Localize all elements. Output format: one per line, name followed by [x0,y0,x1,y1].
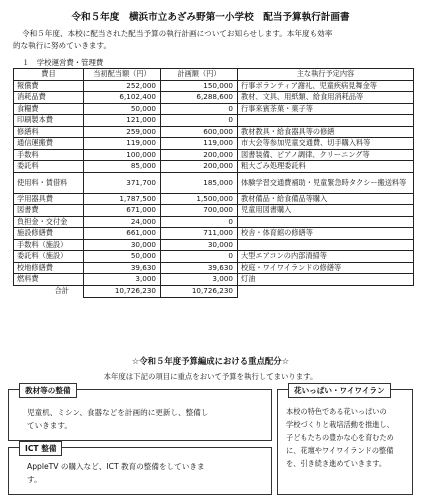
row-allocation: 24,000 [84,216,161,228]
row-allocation: 39,630 [84,262,161,274]
total-row [14,285,414,297]
row-note: 校庭・ワイワイランドの修繕等 [238,262,414,274]
row-item: 図書費 [14,205,84,217]
section-heading: １ 学校運営費・管理費 [22,58,104,67]
table-row [14,149,414,161]
materials-box [8,386,272,441]
row-plan: 600,000 [161,126,238,138]
flowers-box [277,386,413,495]
row-note [238,216,414,228]
row-note: 粗大ごみ処理委託料 [238,161,414,173]
row-note: 校舎・体育館の修繕等 [238,228,414,240]
row-allocation: 119,000 [84,138,161,150]
row-item: 通信運搬費 [14,138,84,150]
row-plan: 700,000 [161,205,238,217]
table-row [14,216,414,228]
table-row [14,172,414,193]
flowers-line-2: 学校づくりと栽培活動を推進し、 [286,420,394,429]
row-item: 校地修繕費 [14,262,84,274]
row-allocation: 121,000 [84,115,161,127]
table-row [14,126,414,138]
row-plan: 1,500,000 [161,193,238,205]
row-note: 行事来賓茶菓・菓子等 [238,103,414,115]
total-blank [238,285,414,297]
row-note [238,239,414,251]
ict-body [27,461,267,486]
row-plan: 200,000 [161,161,238,173]
row-allocation: 85,000 [84,161,161,173]
row-plan: 30,000 [161,239,238,251]
row-allocation: 252,000 [84,80,161,92]
row-note: 大型エアコンの内部清掃等 [238,251,414,263]
ict-heading: ICT 整備 [19,441,62,456]
ict-line-1: AppleTV の購入など、ICT 教育の整備をしていきま [27,462,205,471]
row-allocation: 3,000 [84,274,161,286]
row-item: 委託料 [14,161,84,173]
row-plan: 119,000 [161,138,238,150]
header-plan: 計画額（円） [161,69,238,81]
row-item: 施設修繕費 [14,228,84,240]
ict-line-2: す。 [27,474,42,484]
row-note: 体験学習交通費補助・児童緊急時タクシー搬送料等 [238,172,414,193]
table-row [14,80,414,92]
row-item: 消耗品費 [14,92,84,104]
table-row [14,262,414,274]
focus-subtitle: 本年度は下記の項目に重点をおいて予算を執行してまいります。 [103,372,318,381]
row-note: 児童用図書購入 [238,205,414,217]
row-note: 教材教具・給食器具等の修繕 [238,126,414,138]
row-plan: 0 [161,251,238,263]
row-item: 手数料 [14,149,84,161]
flowers-line-5: を、引き続き進めていきます。 [286,459,387,468]
row-plan: 711,000 [161,228,238,240]
ict-box [8,444,272,495]
row-item: 燃料費 [14,274,84,286]
flowers-body [286,405,410,470]
materials-line-2: ていきます。 [27,420,72,430]
intro-paragraph [13,28,413,52]
materials-line-1: 児童机、ミシン、食器などを計画的に更新し、整備し [27,408,209,417]
row-note: 図書装備、ピアノ調律、クリーニング等 [238,149,414,161]
flowers-line-3: 子どもたちの豊かな心を育むため [286,433,394,442]
row-allocation: 371,700 [84,172,161,193]
row-allocation: 671,000 [84,205,161,217]
header-allocation: 当初配当額（円） [84,69,161,81]
table-header-row [14,69,414,81]
budget-table [13,68,414,298]
header-note: 主な執行予定内容 [238,69,414,81]
row-item: 委託料（施設） [14,251,84,263]
table-row [14,103,414,115]
intro-line-2: 的な執行に努めていきます。 [13,41,112,50]
flowers-heading: 花いっぱい・ワイワイラン [288,383,391,398]
document-title: 令和５年度 横浜市立あざみ野第一小学校 配当予算執行計画書 [71,12,350,23]
row-plan: 0 [161,115,238,127]
row-item: 報償費 [14,80,84,92]
intro-line-1: 令和５年度、本校に配当された配当予算の執行計画についてお知らせします。本年度も効率 [22,29,333,38]
row-item: 印刷製本費 [14,115,84,127]
row-item: 手数料（施設） [14,239,84,251]
table-row [14,239,414,251]
row-allocation: 1,787,500 [84,193,161,205]
header-item: 費目 [14,69,84,81]
row-plan: 185,000 [161,172,238,193]
row-allocation: 661,000 [84,228,161,240]
total-plan: 10,726,230 [161,285,238,297]
row-allocation: 50,000 [84,103,161,115]
row-note: 市大会等参加児童交通費、切手購入料等 [238,138,414,150]
row-plan: 200,000 [161,149,238,161]
table-row [14,228,414,240]
table-row [14,205,414,217]
row-item: 負担金・交付金 [14,216,84,228]
row-plan: 39,630 [161,262,238,274]
row-allocation: 100,000 [84,149,161,161]
row-note: 灯油 [238,274,414,286]
table-row [14,138,414,150]
row-plan: 150,000 [161,80,238,92]
row-plan: 0 [161,103,238,115]
row-allocation: 30,000 [84,239,161,251]
materials-body [27,407,267,432]
row-plan: 0 [161,216,238,228]
table-row [14,274,414,286]
row-item: 学用器具費 [14,193,84,205]
row-item: 使用料・賃借料 [14,172,84,193]
total-label: 合計 [54,286,69,296]
row-allocation: 6,102,400 [84,92,161,104]
flowers-line-1: 本校の特色である花いっぱいの [286,407,387,416]
row-plan: 3,000 [161,274,238,286]
flowers-line-4: に、花壇やワイワイランドの整備 [286,446,394,455]
table-row [14,193,414,205]
row-note [238,115,414,127]
table-row [14,115,414,127]
row-note: 教材、文具、用紙類、給食用消耗品等 [238,92,414,104]
row-item: 食糧費 [14,103,84,115]
row-allocation: 259,000 [84,126,161,138]
table-row [14,251,414,263]
focus-title: ☆令和５年度予算編成における重点配分☆ [131,356,290,366]
row-plan: 6,288,600 [161,92,238,104]
row-allocation: 50,000 [84,251,161,263]
row-item: 修繕料 [14,126,84,138]
row-note: 行事ボランティア謝礼、児童疾病見舞金等 [238,80,414,92]
table-row [14,161,414,173]
materials-heading: 教材等の整備 [19,383,77,398]
total-allocation: 10,726,230 [84,285,161,297]
row-note: 教材備品・給食備品等購入 [238,193,414,205]
table-row [14,92,414,104]
